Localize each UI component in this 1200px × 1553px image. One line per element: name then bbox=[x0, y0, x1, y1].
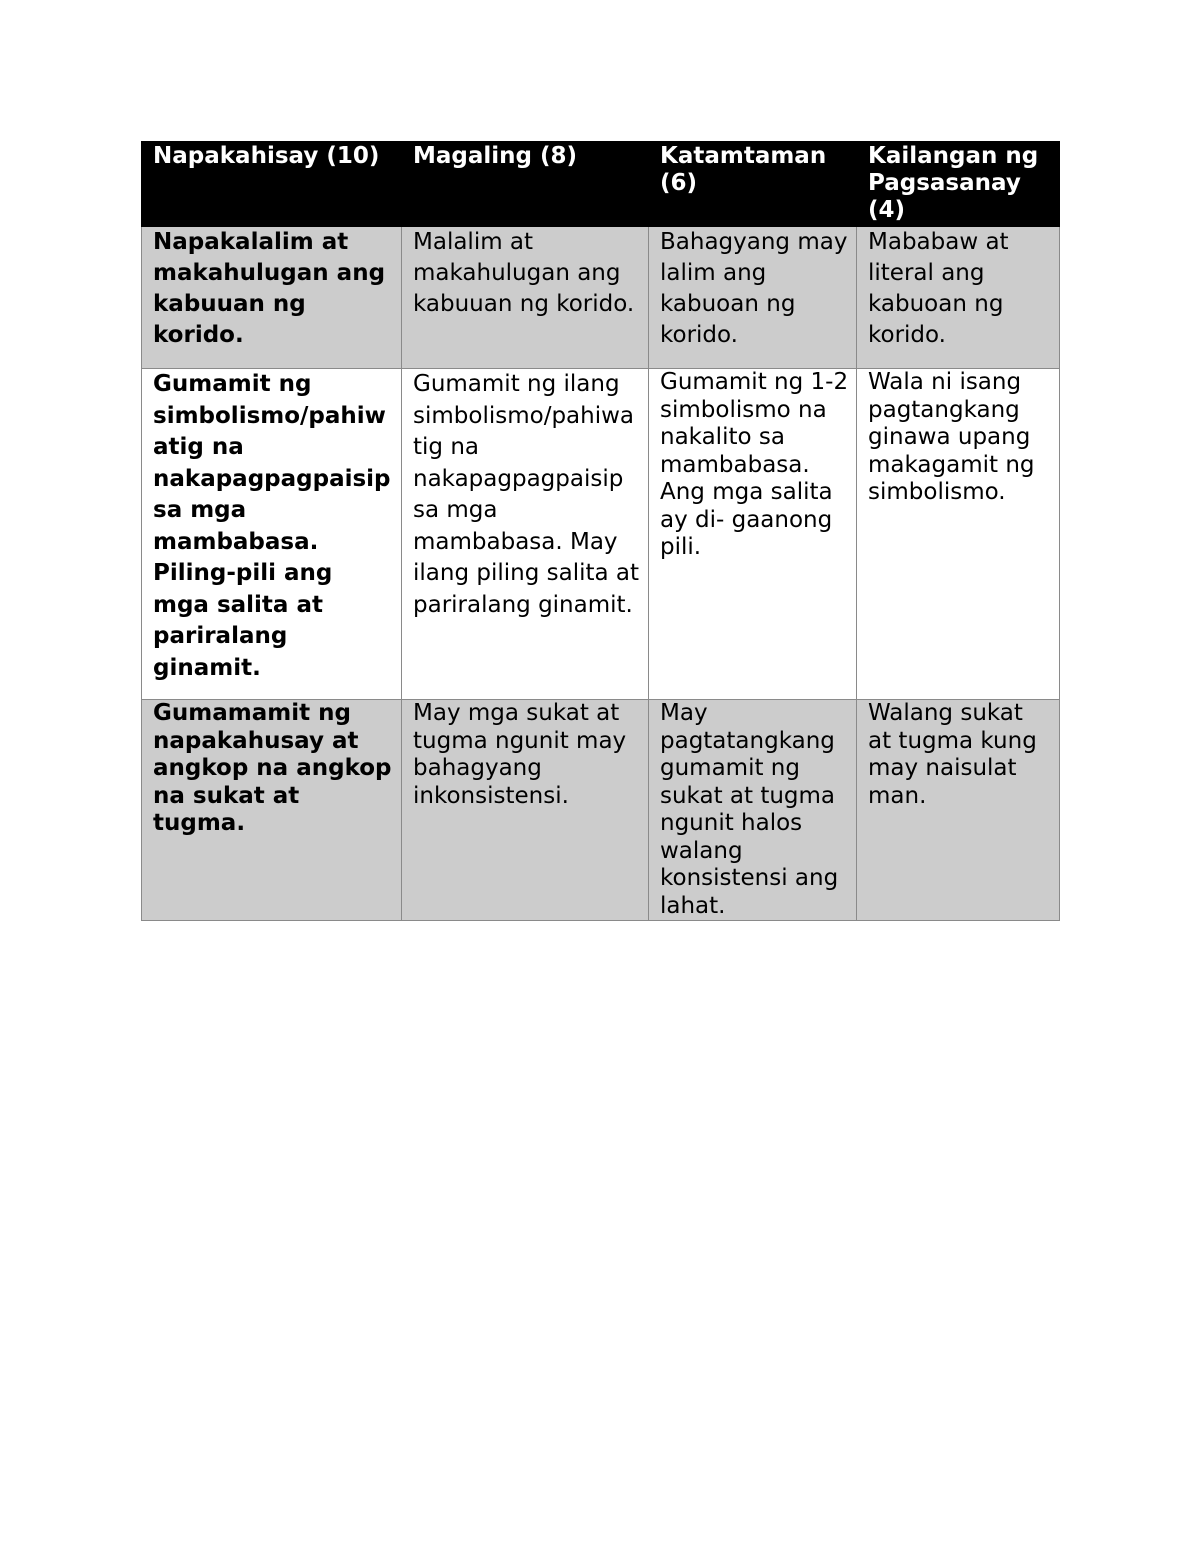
criteria-cell: Gumamit ng simbolismo/pahiwatig na nakapagpagpaisip sa mga mambabasa. Piling-pili ang mga salita at pariralang ginamit. bbox=[142, 369, 402, 700]
rubric-cell: Gumamit ng ilang simbolismo/pahiwatig na nakapagpagpaisip sa mga mambabasa. May ilang piling salita at pariralang ginamit. bbox=[402, 369, 649, 700]
table-row bbox=[142, 700, 1060, 921]
header-katamtaman: Katamtaman (6) bbox=[649, 142, 857, 227]
rubric-cell: Malalim at makahulugan ang kabuuan ng korido. bbox=[402, 227, 649, 369]
rubric-cell: Bahagyang may lalim ang kabuoan ng korido. bbox=[649, 227, 857, 369]
rubric-cell: May mga sukat at tugma ngunit may bahagyang inkonsistensi. bbox=[402, 700, 649, 921]
rubric-body bbox=[142, 227, 1060, 921]
rubric-cell: Gumamit ng 1-2 simbolismo na nakalito sa mambabasa. Ang mga salita ay di- gaanong pili. bbox=[649, 369, 857, 700]
table-row bbox=[142, 369, 1060, 700]
criteria-cell: Napakalalim at makahulugan ang kabuuan ng korido. bbox=[142, 227, 402, 369]
rubric-cell: Wala ni isang pagtangkang ginawa upang makagamit ng simbolismo. bbox=[857, 369, 1060, 700]
header-kailangan-ng-pagsasanay: Kailangan ng Pagsasanay (4) bbox=[857, 142, 1060, 227]
rubric-header bbox=[142, 142, 1060, 227]
header-row bbox=[142, 142, 1060, 227]
rubric-cell: Mababaw at literal ang kabuoan ng korido. bbox=[857, 227, 1060, 369]
table-row bbox=[142, 227, 1060, 369]
header-napakahisay: Napakahisay (10) bbox=[142, 142, 402, 227]
rubric-cell: May pagtatangkang gumamit ng sukat at tugma ngunit halos walang konsistensi ang lahat. bbox=[649, 700, 857, 921]
header-magaling: Magaling (8) bbox=[402, 142, 649, 227]
rubric-cell: Walang sukat at tugma kung may naisulat man. bbox=[857, 700, 1060, 921]
criteria-cell: Gumamamit ng napakahusay at angkop na angkop na sukat at tugma. bbox=[142, 700, 402, 921]
rubric-table bbox=[141, 141, 1060, 921]
